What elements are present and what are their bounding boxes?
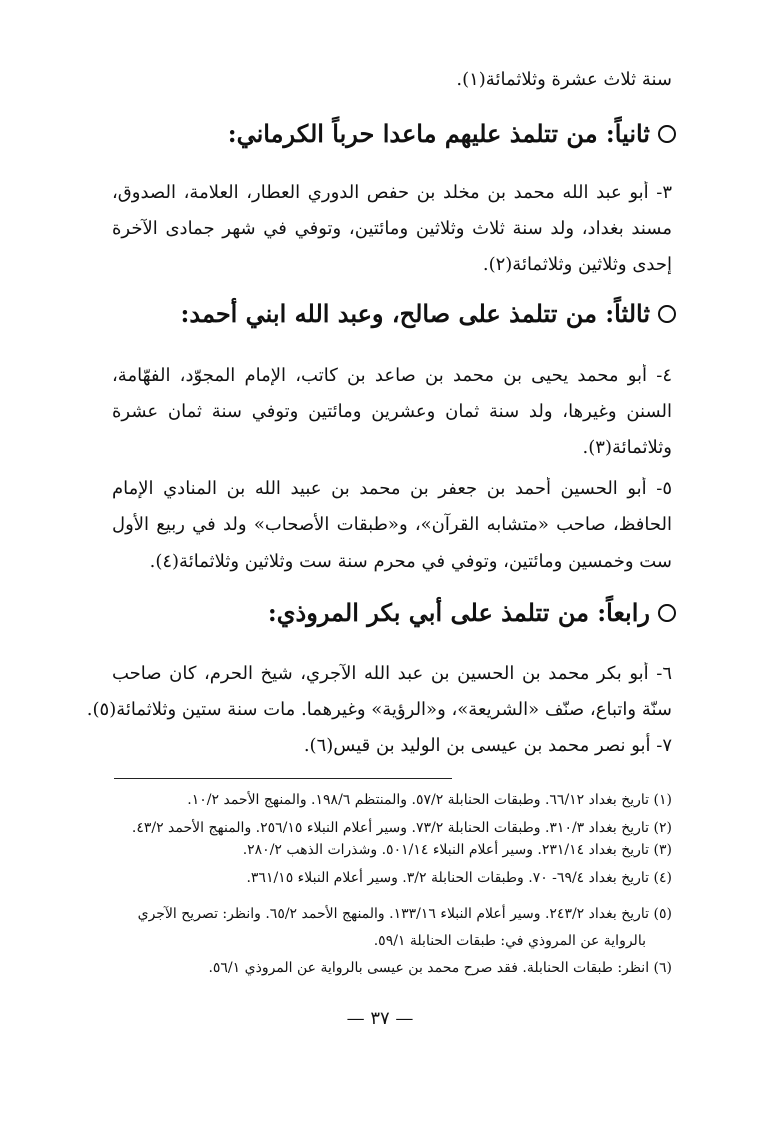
footnote: (٦) انظر: طبقات الحنابلة. فقد صرح محمد بن عيسى بالرواية عن المروذي ٥٦/١.: [208, 960, 672, 976]
page-number: — ٣٧ —: [346, 1008, 414, 1029]
footnote: (٣) تاريخ بغداد ٢٣١/١٤. وسير أعلام النبلاء ٥٠١/١٤. وشذرات الذهب ٢٨٠/٢.: [242, 842, 672, 858]
text-line: ٧- أبو نصر محمد بن عيسى بن الوليد بن قيس(٦).: [303, 735, 672, 756]
circle-bullet-icon: [658, 305, 676, 323]
text-line: سنّة واتباع، صنّف «الشريعة»، و«الرؤية» وغيرهما. مات سنة ستين وثلاثمائة(٥).: [86, 699, 672, 720]
section-heading-2: [116, 118, 676, 150]
heading-text: ثانياً: من تتلمذ عليهم ماعدا حرباً الكرماني:: [227, 119, 650, 148]
footnote: (٢) تاريخ بغداد ٣١٠/٣. وطبقات الحنابلة ٧٣/٢. وسير أعلام النبلاء ٢٥٦/١٥. والمنهج الأحمد ٤٣/٢.: [131, 820, 672, 836]
circle-bullet-icon: [658, 125, 676, 143]
text-line: ٥- أبو الحسين أحمد بن جعفر بن محمد بن عبيد الله بن المنادي الإمام: [112, 478, 672, 499]
section-heading-4: [116, 597, 676, 629]
section-heading-3: [116, 298, 676, 330]
text-line: إحدى وثلاثين وثلاثمائة(٢).: [482, 254, 672, 275]
heading-text: رابعاً: من تتلمذ على أبي بكر المروذي:: [267, 598, 650, 627]
footnote-separator: [114, 778, 452, 779]
footnote: (٥) تاريخ بغداد ٢٤٣/٢. وسير أعلام النبلاء ١٣٣/١٦. والمنهج الأحمد ٦٥/٢. وانظر: تصريح الآجري: [137, 906, 672, 922]
text-line: سنة ثلاث عشرة وثلاثمائة(١).: [456, 69, 672, 90]
text-line: مسند بغداد، ولد سنة ثلاث وثلاثين ومائتين، وتوفي في شهر جمادى الآخرة: [112, 218, 672, 239]
heading-text: ثالثاً: من تتلمذ على صالح، وعبد الله ابني أحمد:: [180, 299, 650, 328]
footnote: (٤) تاريخ بغداد ٦٩/٤- ٧٠. وطبقات الحنابلة ٣/٢. وسير أعلام النبلاء ٣٦١/١٥.: [246, 870, 672, 886]
footnote: (١) تاريخ بغداد ٦٦/١٢. وطبقات الحنابلة ٥٧/٢. والمنتظم ١٩٨/٦. والمنهج الأحمد ١٠/٢.: [187, 792, 672, 808]
footnote-continuation: بالرواية عن المروذي في: طبقات الحنابلة ٥٩/١.: [373, 933, 646, 949]
text-line: ٦- أبو بكر محمد بن الحسين بن عبد الله الآجري، شيخ الحرم، كان صاحب: [112, 663, 672, 684]
text-line: وثلاثمائة(٣).: [582, 437, 672, 458]
text-line: ست وخمسين ومائتين، وتوفي في محرم سنة ست وثلاثين وثلاثمائة(٤).: [149, 551, 672, 572]
text-line: السنن وغيرها، ولد سنة ثمان وعشرين ومائتين وتوفي سنة ثمان عشرة: [112, 401, 672, 422]
text-line: ٤- أبو محمد يحيى بن محمد بن صاعد بن كاتب، الإمام المجوّد، الفهّامة،: [112, 365, 672, 386]
text-line: ٣- أبو عبد الله محمد بن مخلد بن حفص الدوري العطار، العلامة، الصدوق،: [112, 182, 672, 203]
text-line: الحافظ، صاحب «متشابه القرآن»، و«طبقات الأصحاب» ولد في ربيع الأول: [112, 514, 672, 535]
circle-bullet-icon: [658, 604, 676, 622]
